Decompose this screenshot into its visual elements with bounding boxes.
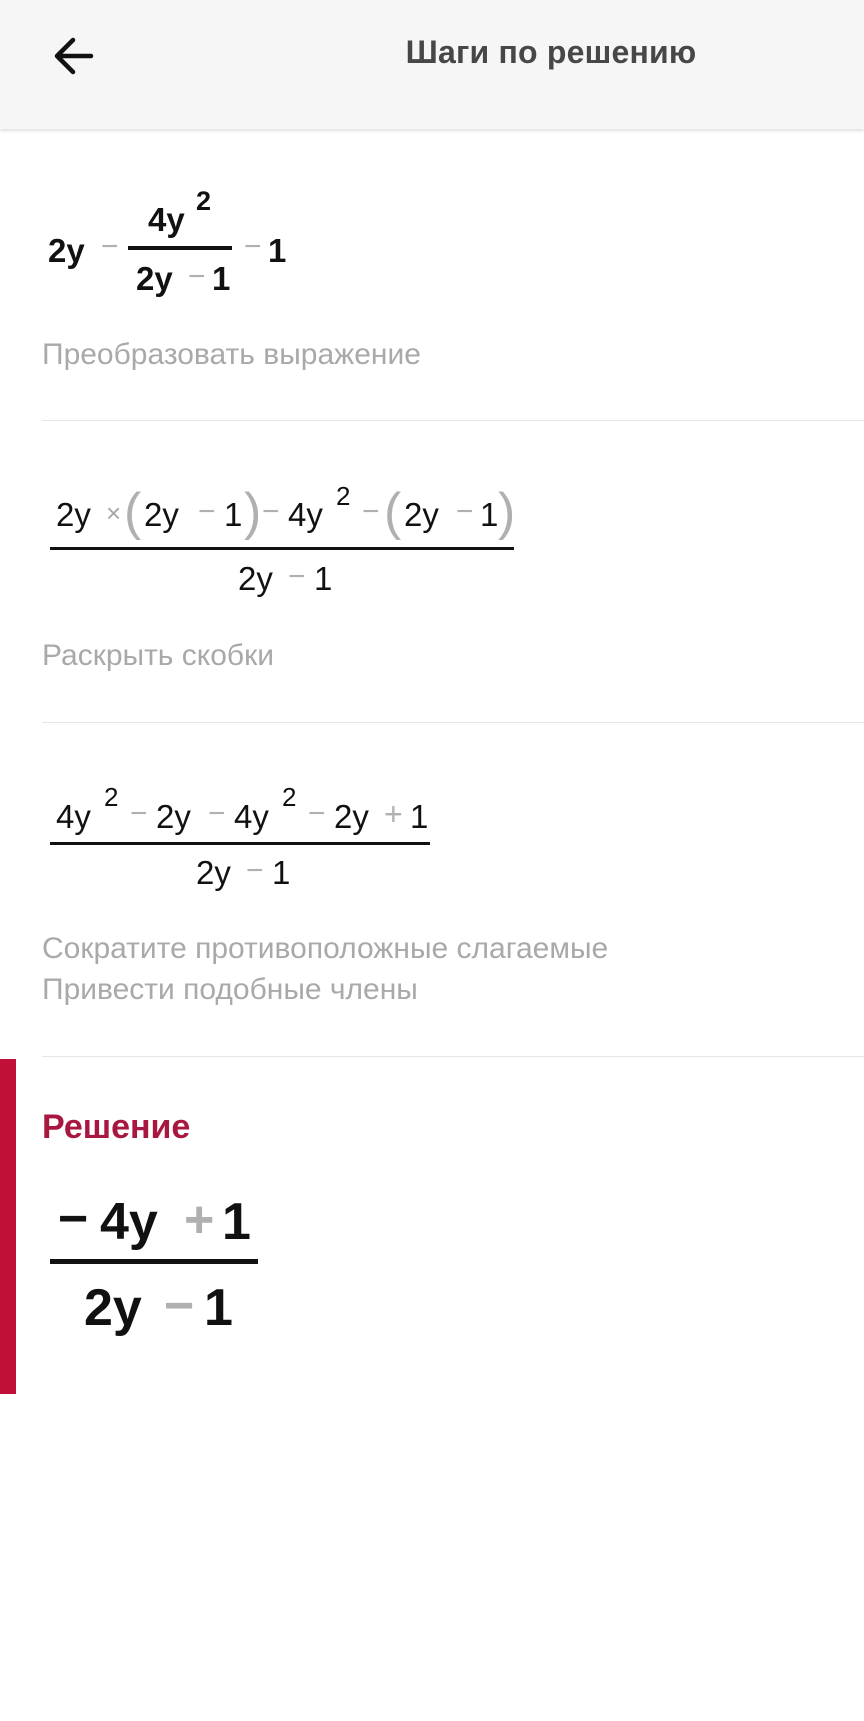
- step3-term-3-exp: 2: [282, 782, 297, 812]
- step1-den-a: 2y: [136, 260, 173, 297]
- step3-caption-line-2: Привести подобные члены: [42, 973, 418, 1006]
- divider: [42, 420, 864, 421]
- step1-minus-2: −: [244, 230, 262, 263]
- solution-accent-bar: [0, 1059, 16, 1394]
- page-title: Шаги по решению: [405, 34, 697, 70]
- step2-term-2-exp: 2: [336, 481, 351, 511]
- step2-paren2-b: 1: [480, 496, 499, 533]
- step1-den-b: 1: [212, 260, 231, 297]
- step3-den-a: 2y: [196, 854, 231, 891]
- step3-term-1-exp: 2: [104, 782, 119, 812]
- step2-paren1-op: −: [198, 495, 216, 528]
- solution-num-b: 1: [222, 1193, 251, 1251]
- step2-times: ×: [106, 498, 122, 528]
- solution-den-op: −: [164, 1277, 195, 1335]
- step3-minus-3: −: [308, 797, 326, 830]
- step3-minus-1: −: [130, 797, 148, 830]
- solution-num-sign: −: [58, 1190, 89, 1248]
- step3-term-5: 1: [410, 798, 429, 835]
- step1-den-op: −: [188, 260, 206, 293]
- step3-caption-line-1: Сократите противоположные слагаемые: [42, 932, 609, 965]
- step2-paren-close-1: ): [244, 483, 262, 541]
- app-header: [0, 0, 864, 129]
- step1-minus-1: −: [101, 230, 119, 263]
- step1-caption: Преобразовать выражение: [42, 338, 421, 371]
- step3-plus: +: [384, 796, 403, 832]
- step2-paren-open-2: (: [384, 483, 402, 541]
- step3-term-2: 2y: [156, 798, 191, 835]
- step1-numerator: 4y: [148, 201, 185, 238]
- step2-paren2-op: −: [456, 495, 474, 528]
- divider: [42, 1056, 864, 1057]
- divider: [42, 722, 864, 723]
- step2-minus-1: −: [262, 495, 280, 528]
- step2-den-op: −: [288, 560, 306, 593]
- step3-term-4: 2y: [334, 798, 369, 835]
- step2-den-b: 1: [314, 560, 333, 597]
- step2-paren-open-1: (: [124, 483, 142, 541]
- step3-term-1: 4y: [56, 798, 91, 835]
- step2-paren1-a: 2y: [144, 496, 179, 533]
- solution-num-a: 4y: [100, 1193, 158, 1251]
- step2-term-1: 2y: [56, 496, 91, 533]
- solution-title: Решение: [42, 1108, 191, 1146]
- step3-den-b: 1: [272, 854, 291, 891]
- step3-term-3: 4y: [234, 798, 269, 835]
- step2-paren1-b: 1: [224, 496, 243, 533]
- solution-den-b: 1: [204, 1279, 233, 1337]
- step2-den-a: 2y: [238, 560, 273, 597]
- step1-numerator-exp: 2: [196, 186, 212, 216]
- step1-fraction-line: [128, 246, 232, 250]
- step2-paren2-a: 2y: [404, 496, 439, 533]
- step3-minus-2: −: [208, 797, 226, 830]
- step1-term-a: 2y: [48, 232, 85, 269]
- solution-den-a: 2y: [84, 1279, 142, 1337]
- step2-fraction-line: [50, 547, 514, 550]
- step2-term-2: 4y: [288, 496, 323, 533]
- step2-paren-close-2: ): [498, 483, 516, 541]
- step2-caption: Раскрыть скобки: [42, 639, 274, 672]
- solution-num-op: +: [184, 1191, 215, 1249]
- step2-minus-2: −: [362, 495, 380, 528]
- step3-den-op: −: [246, 854, 264, 887]
- solution-fraction-line: [50, 1259, 258, 1264]
- step3-fraction-line: [50, 842, 430, 845]
- step1-term-b: 1: [268, 232, 287, 269]
